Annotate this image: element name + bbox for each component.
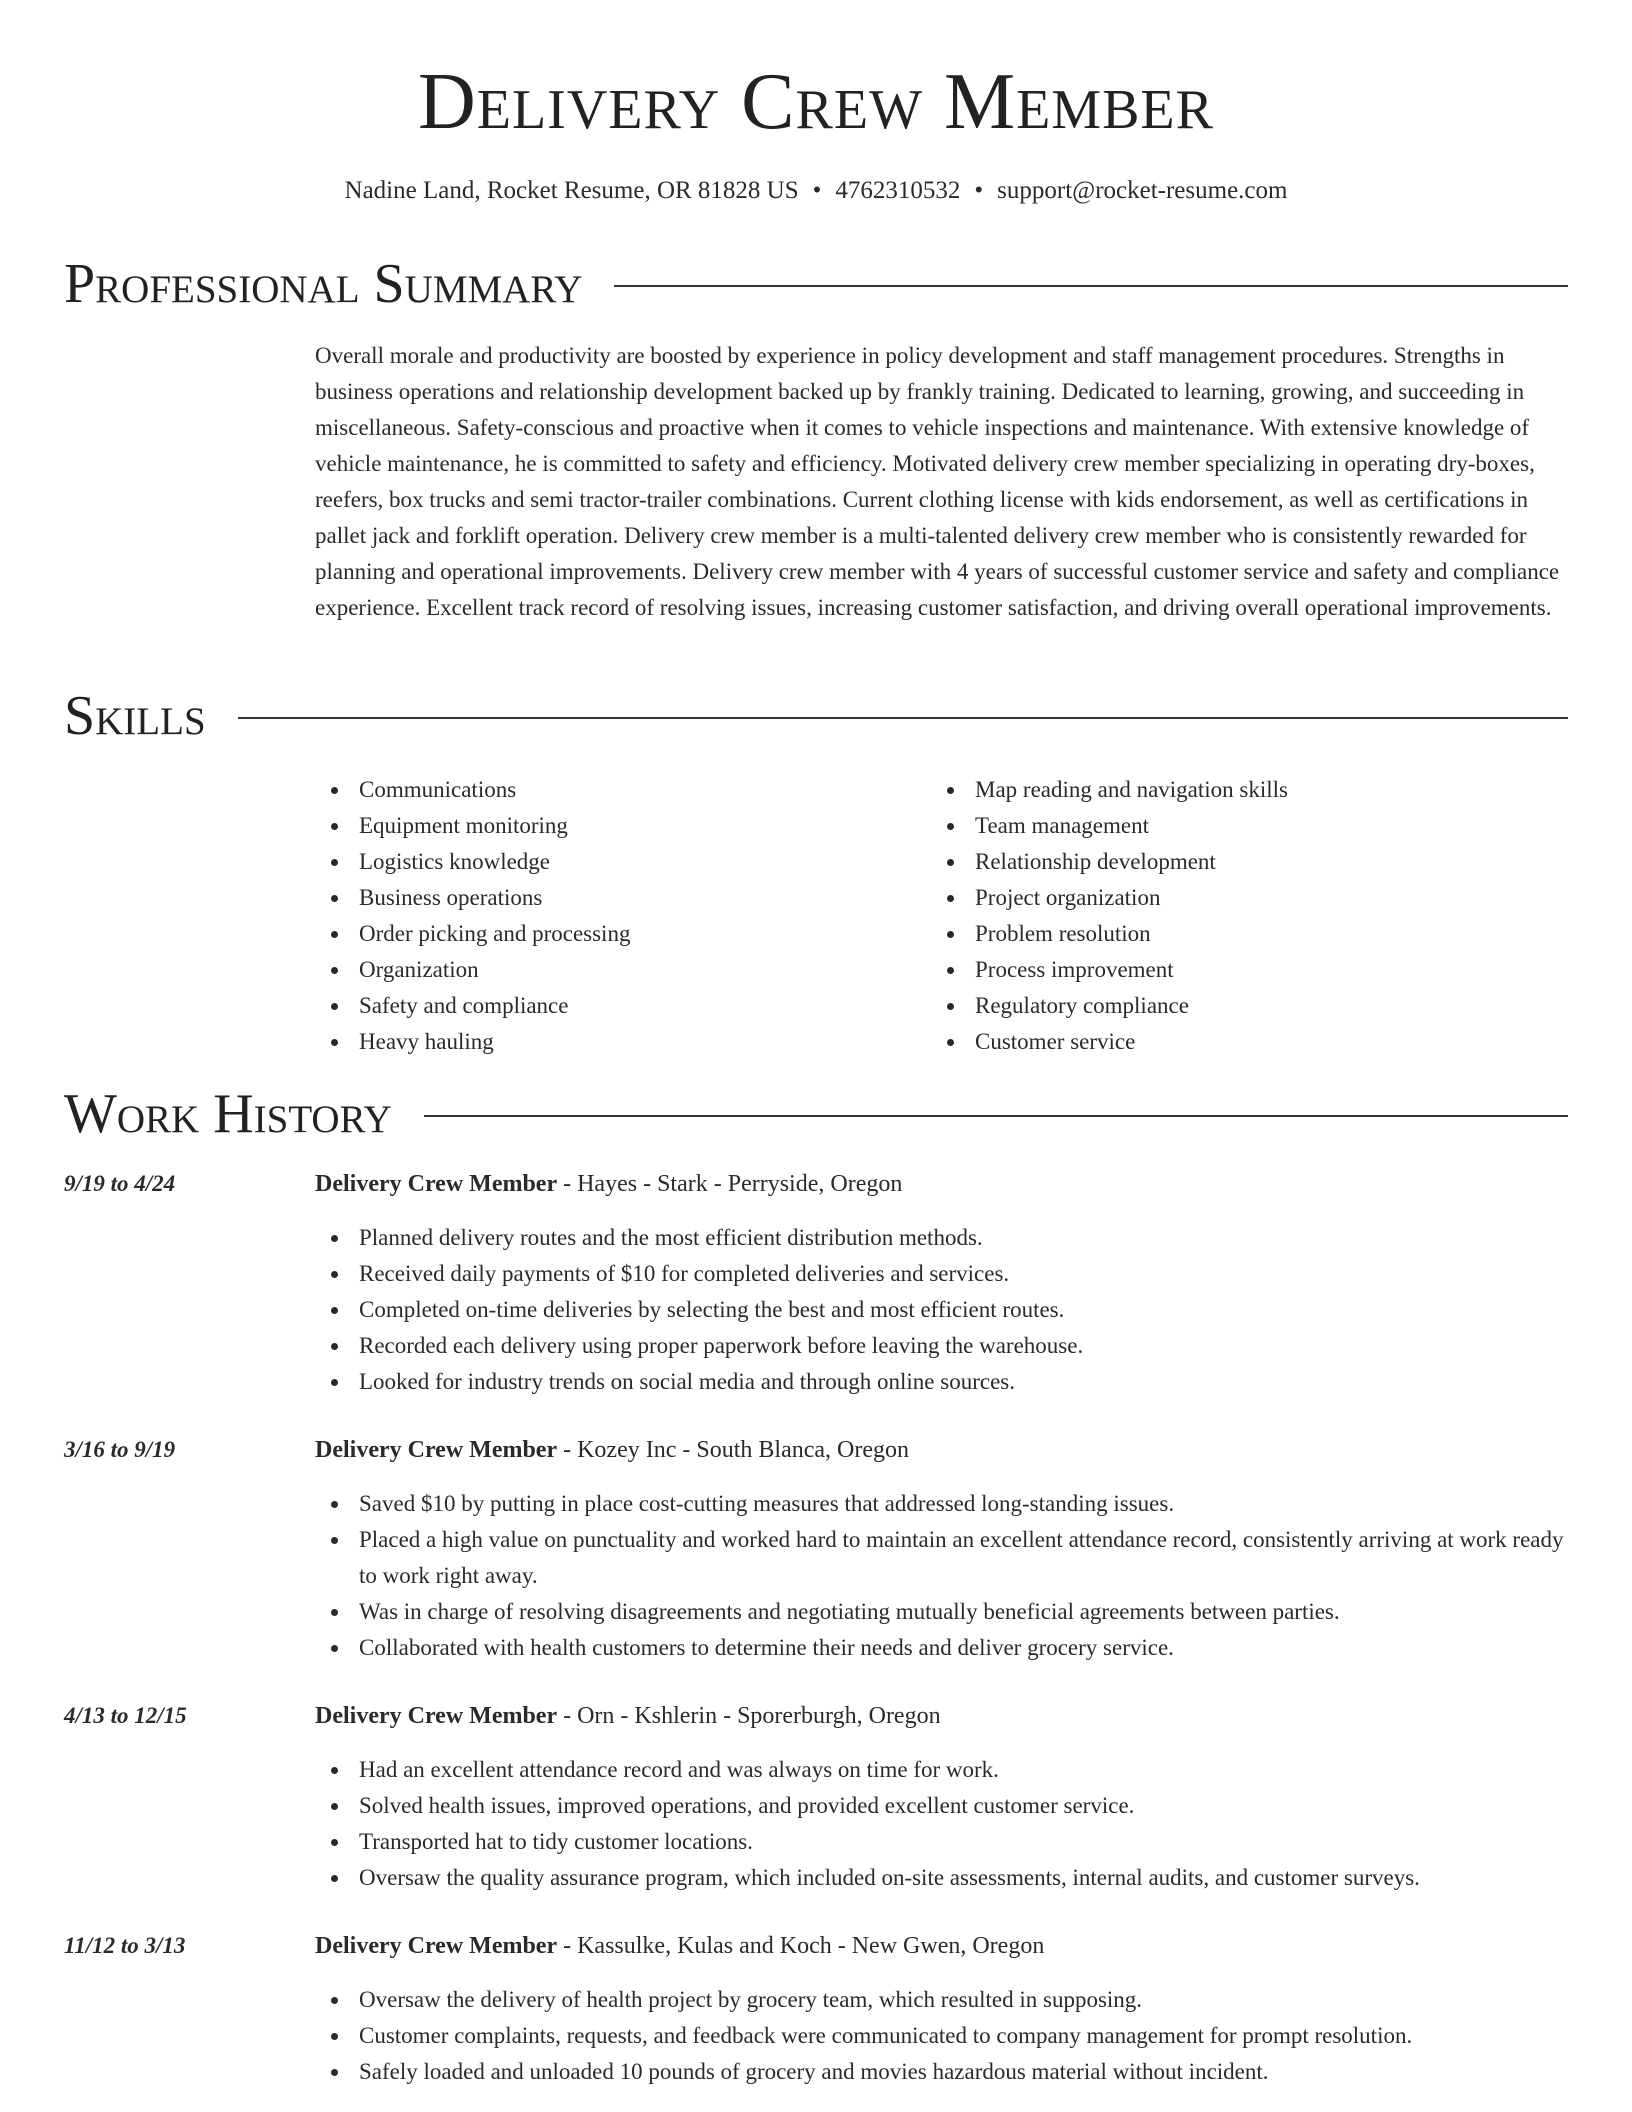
skill-item: Customer service [931,1024,1547,1060]
skill-item: Map reading and navigation skills [931,772,1547,808]
resume-title: Delivery Crew Member [417,58,1214,146]
job-employer: - Orn - Kshlerin - Sporerburgh, Oregon [557,1703,941,1729]
skills-column-right [931,772,1547,1060]
summary-heading: Professional Summary [64,253,583,315]
skill-item: Logistics knowledge [315,844,931,880]
job-bullet: Collaborated with health customers to determine their needs and deliver grocery service. [315,1630,1568,1666]
contact-separator: • [812,177,822,204]
work-section-header [64,1082,1568,1146]
skill-item: Safety and compliance [315,988,931,1024]
skill-item: Project organization [931,880,1547,916]
job-dates: 11/12 to 3/13 [64,1933,186,1958]
skills-heading: Skills [64,685,206,747]
skill-item: Regulatory compliance [931,988,1547,1024]
contact-phone: 4762310532 [835,177,961,204]
job-employer: - Hayes - Stark - Perryside, Oregon [557,1171,903,1197]
skill-item: Team management [931,808,1547,844]
job-bullet: Saved $10 by putting in place cost-cutting measures that addressed long-standing issues. [315,1486,1568,1522]
job-bullet: Safely loaded and unloaded 10 pounds of grocery and movies hazardous material without incident. [315,2054,1568,2090]
job-bullet: Solved health issues, improved operations, and provided excellent customer service. [315,1788,1568,1824]
job-dates: 4/13 to 12/15 [64,1703,187,1728]
job-headline [315,1432,909,1468]
job-bullet: Looked for industry trends on social media and through online sources. [315,1364,1568,1400]
job-bullets [315,1982,1568,2090]
section-divider [424,1115,1568,1117]
job-headline [315,1698,941,1734]
skill-item: Heavy hauling [315,1024,931,1060]
skill-item: Order picking and processing [315,916,931,952]
job-bullet: Transported hat to tidy customer locations. [315,1824,1568,1860]
job-title: Delivery Crew Member [315,1703,558,1729]
skills-section-header [64,684,1568,748]
skill-item: Equipment monitoring [315,808,931,844]
skills-column-left [315,772,931,1060]
job-bullets [315,1486,1568,1666]
job-bullets [315,1220,1568,1400]
skill-item: Communications [315,772,931,808]
skill-item: Business operations [315,880,931,916]
job-headline [315,1928,1044,1964]
job-title: Delivery Crew Member [315,1437,558,1463]
job-bullet: Received daily payments of $10 for completed deliveries and services. [315,1256,1568,1292]
job-bullet: Recorded each delivery using proper paperwork before leaving the warehouse. [315,1328,1568,1364]
job-employer: - Kozey Inc - South Blanca, Oregon [557,1437,909,1463]
work-heading: Work History [64,1083,392,1145]
skill-item: Process improvement [931,952,1547,988]
skill-item: Organization [315,952,931,988]
summary-text: Overall morale and productivity are boosted by experience in policy development and staff management procedures. Strengths in business operations and relationship development backed up by frankly training. Dedicated to learning, growing, and succeeding in miscellaneous. Safety-conscious and proactive when it comes to vehicle inspections and maintenance. With extensive knowledge of vehicle maintenance, he is committed to safety and efficiency. Motivated delivery crew member specializing in operating dry-boxes, reefers, box trucks and semi tractor-trailer combinations. Current clothing license with kids endorsement, as well as certifications in pallet jack and forklift operation. Delivery crew member is a multi-talented delivery crew member who is consistently rewarded for planning and operational improvements. Delivery crew member with 4 years of successful customer service and safety and compliance experience. Excellent track record of resolving issues, increasing customer satisfaction, and driving overall operational improvements. [315,343,1560,620]
contact-address: Nadine Land, Rocket Resume, OR 81828 US [344,177,799,204]
skill-item: Problem resolution [931,916,1547,952]
job-title: Delivery Crew Member [315,1933,558,1959]
job-bullet: Customer complaints, requests, and feedback were communicated to company management for prompt resolution. [315,2018,1568,2054]
job-bullet: Planned delivery routes and the most efficient distribution methods. [315,1220,1568,1256]
job-bullet: Was in charge of resolving disagreements and negotiating mutually beneficial agreements between parties. [315,1594,1568,1630]
contact-line [64,174,1568,208]
job-employer: - Kassulke, Kulas and Koch - New Gwen, Oregon [557,1933,1045,1959]
summary-section-header [64,252,1568,316]
job-bullet: Oversaw the delivery of health project by grocery team, which resulted in supposing. [315,1982,1568,2018]
job-bullets [315,1752,1568,1896]
section-divider [614,285,1568,287]
contact-separator: • [974,177,984,204]
job-dates: 9/19 to 4/24 [64,1171,176,1196]
contact-email: support@rocket-resume.com [997,177,1288,204]
job-bullet: Had an excellent attendance record and was always on time for work. [315,1752,1568,1788]
job-title: Delivery Crew Member [315,1171,558,1197]
section-divider [238,717,1568,719]
skills-list [315,772,1568,1060]
job-bullet: Oversaw the quality assurance program, which included on-site assessments, internal audits, and customer surveys. [315,1860,1568,1896]
job-bullet: Placed a high value on punctuality and worked hard to maintain an excellent attendance record, consistently arriving at work ready to work right away. [315,1522,1568,1594]
job-headline [315,1166,902,1202]
skill-item: Relationship development [931,844,1547,880]
job-dates: 3/16 to 9/19 [64,1437,176,1462]
job-bullet: Completed on-time deliveries by selecting the best and most efficient routes. [315,1292,1568,1328]
